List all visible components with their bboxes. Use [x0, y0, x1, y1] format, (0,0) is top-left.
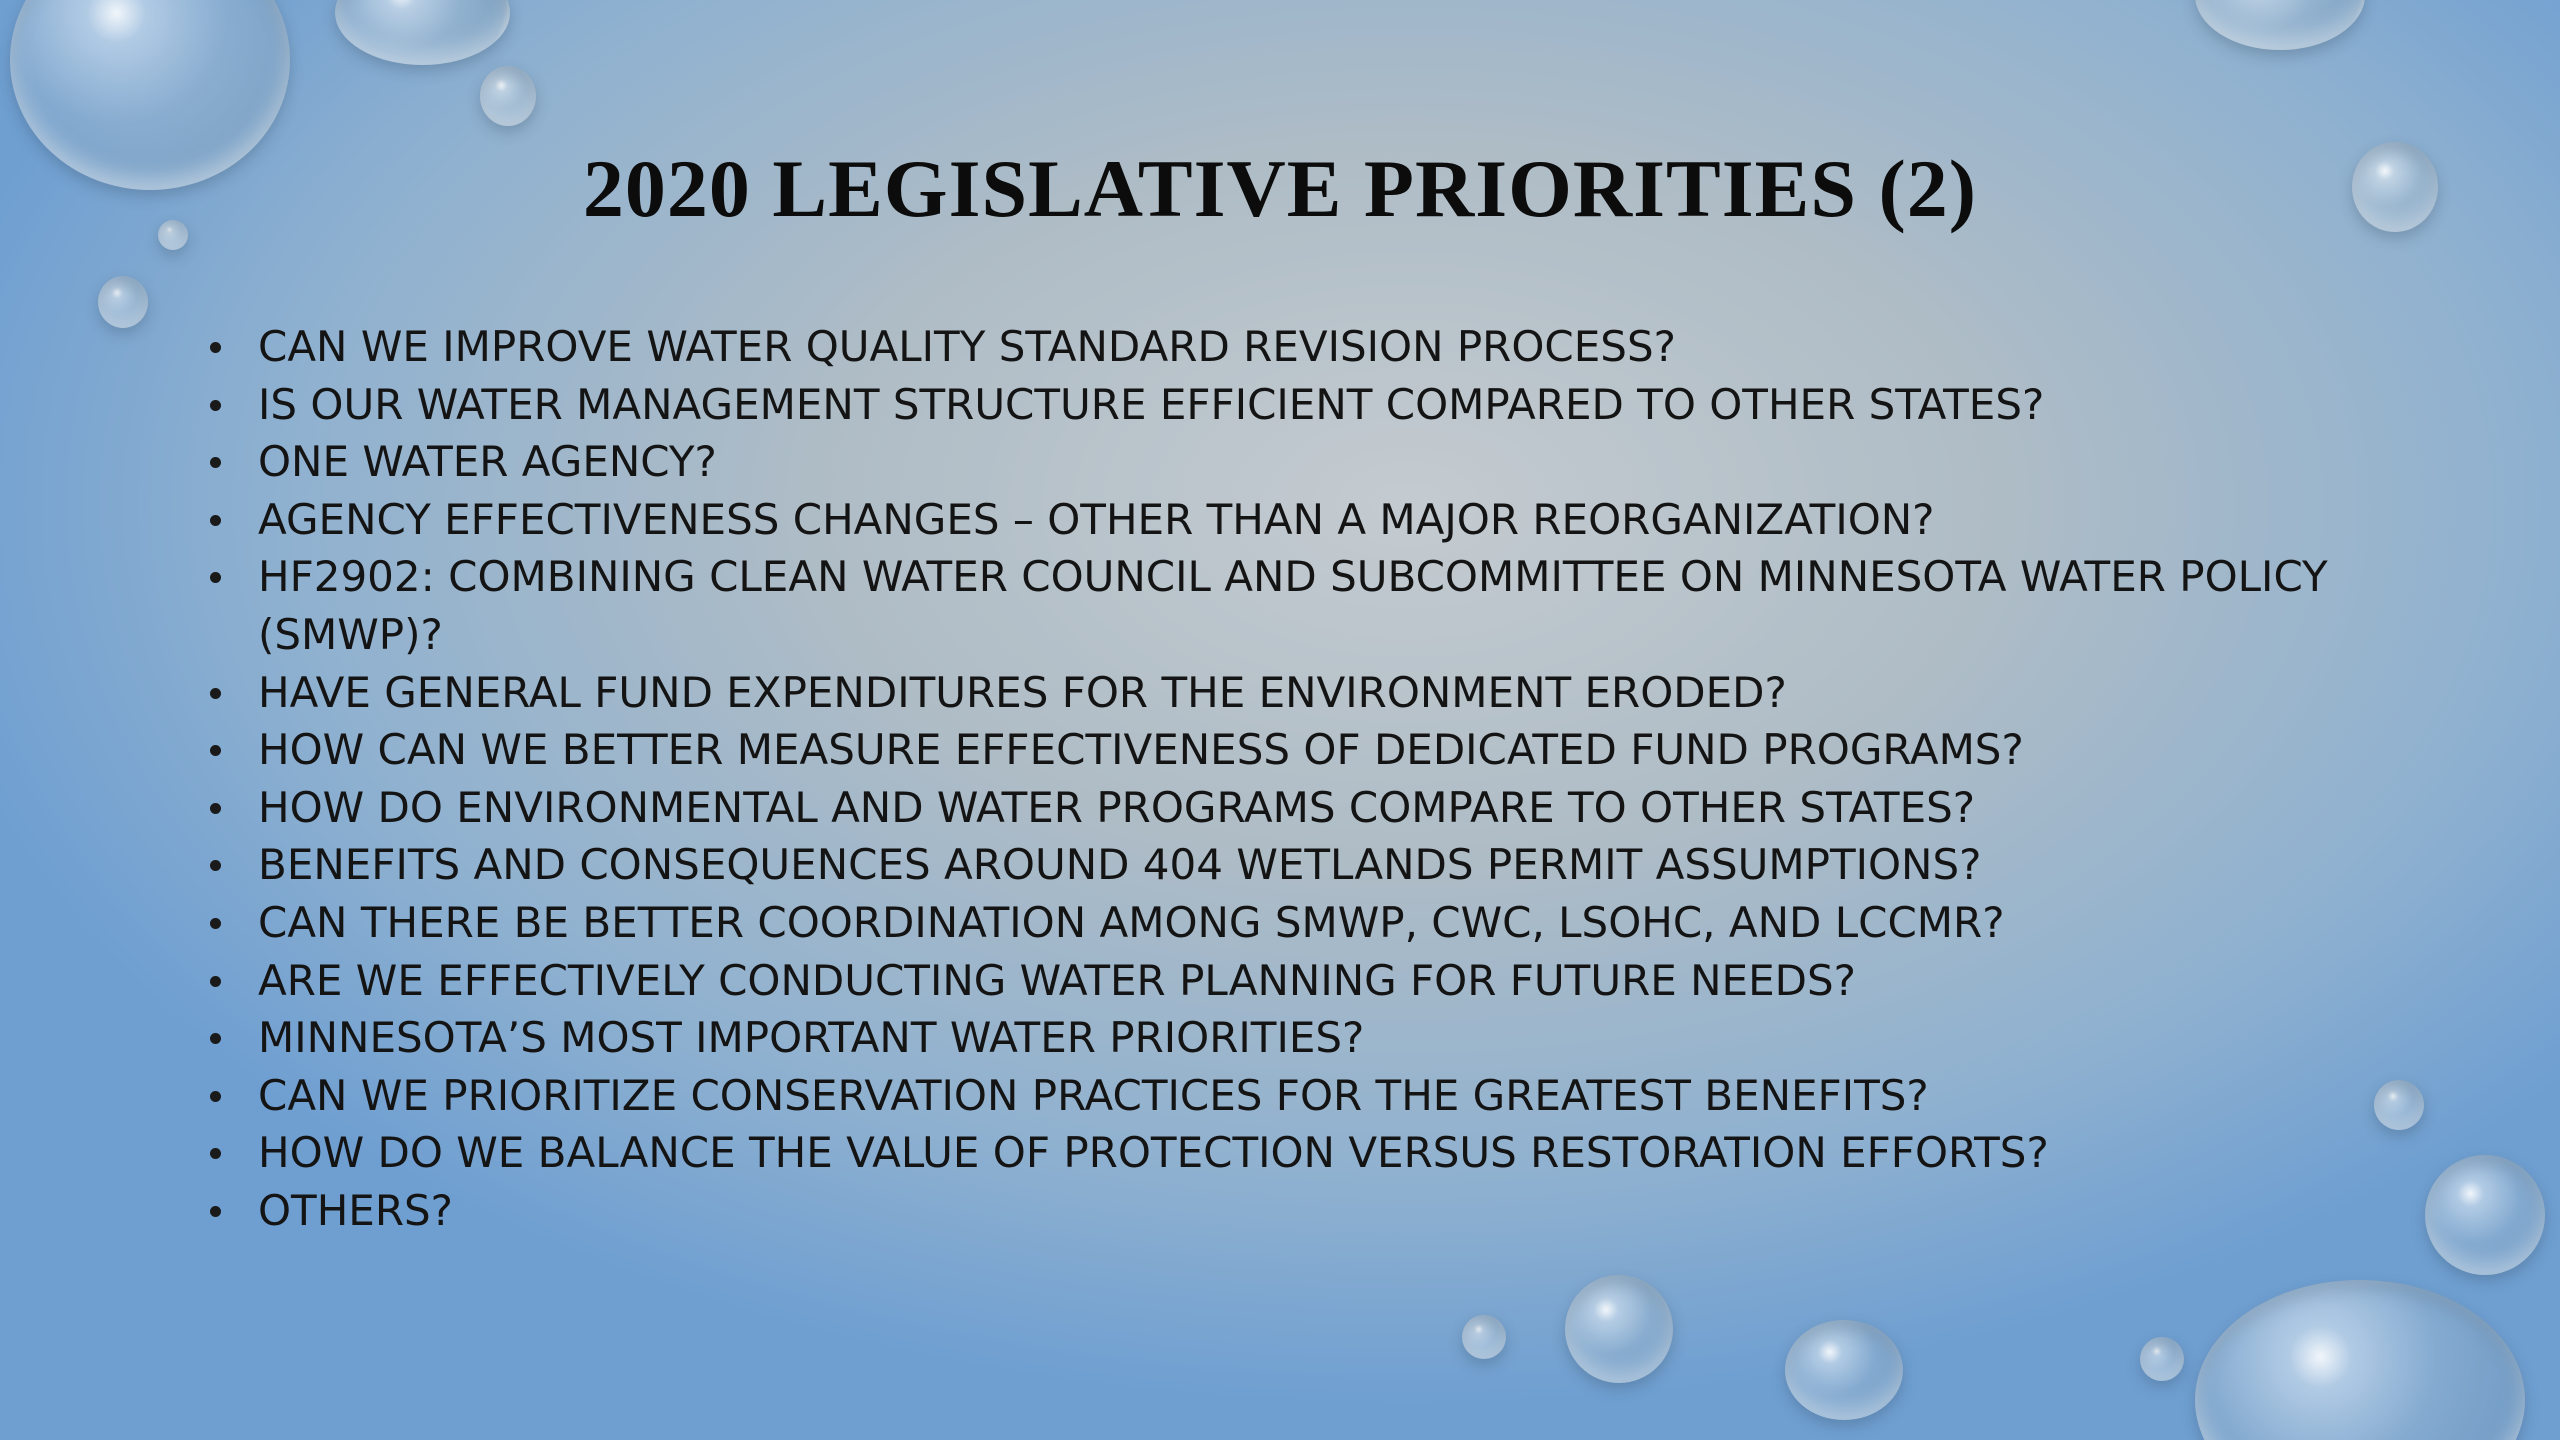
slide-title: 2020 LEGISLATIVE PRIORITIES (2) [582, 143, 1978, 234]
bullet-icon [210, 1148, 221, 1159]
list-item-text: HOW DO WE BALANCE THE VALUE OF PROTECTION VERSUS RESTORATION EFFORTS? [258, 1128, 2049, 1178]
bullet-list [210, 318, 2390, 1240]
list-item-text: ARE WE EFFECTIVELY CONDUCTING WATER PLANNING FOR FUTURE NEEDS? [258, 955, 1856, 1005]
list-item-text: ONE WATER AGENCY? [258, 437, 717, 487]
bullet-icon [210, 1033, 221, 1044]
bullet-icon [210, 976, 221, 987]
water-droplet-decoration [480, 66, 536, 126]
list-item-text: HOW CAN WE BETTER MEASURE EFFECTIVENESS OF DEDICATED FUND PROGRAMS? [258, 725, 2024, 775]
water-droplet-decoration [2425, 1155, 2545, 1275]
bullet-icon [210, 918, 221, 929]
list-item-text: CAN WE PRIORITIZE CONSERVATION PRACTICES FOR THE GREATEST BENEFITS? [258, 1070, 1929, 1120]
list-item [210, 491, 2390, 549]
bullet-icon [210, 745, 221, 756]
water-droplet-decoration [1565, 1275, 1673, 1383]
list-item [210, 433, 2390, 491]
list-item-text: HF2902: COMBINING CLEAN WATER COUNCIL AND SUBCOMMITTEE ON MINNESOTA WATER POLICY (SMWP)? [258, 552, 2328, 659]
list-item [210, 1009, 2390, 1067]
list-item [210, 376, 2390, 434]
bullet-icon [210, 515, 221, 526]
water-droplet-decoration [2195, 0, 2365, 50]
list-item [210, 1067, 2390, 1125]
bullet-icon [210, 860, 221, 871]
list-item-text: IS OUR WATER MANAGEMENT STRUCTURE EFFICIENT COMPARED TO OTHER STATES? [258, 379, 2045, 429]
water-droplet-decoration [2195, 1280, 2525, 1440]
list-item [210, 952, 2390, 1010]
list-item [210, 664, 2390, 722]
list-item [210, 721, 2390, 779]
list-item [210, 548, 2390, 663]
bullet-icon [210, 1091, 221, 1102]
list-item-text: MINNESOTA’S MOST IMPORTANT WATER PRIORITIES? [258, 1013, 1365, 1063]
bullet-icon [210, 457, 221, 468]
list-item-text: HOW DO ENVIRONMENTAL AND WATER PROGRAMS COMPARE TO OTHER STATES? [258, 782, 1976, 832]
list-item-text: CAN THERE BE BETTER COORDINATION AMONG SMWP, CWC, LSOHC, AND LCCMR? [258, 897, 2005, 947]
bullet-icon [210, 688, 221, 699]
bullet-icon [210, 342, 221, 353]
water-droplet-decoration [98, 276, 148, 328]
water-droplet-decoration [1785, 1320, 1903, 1420]
list-item [210, 894, 2390, 952]
list-item [210, 1124, 2390, 1182]
water-droplet-decoration [1462, 1315, 1506, 1359]
list-item [210, 779, 2390, 837]
list-item [210, 1182, 2390, 1240]
list-item-text: AGENCY EFFECTIVENESS CHANGES – OTHER THAN A MAJOR REORGANIZATION? [258, 494, 1935, 544]
list-item [210, 836, 2390, 894]
bullet-icon [210, 572, 221, 583]
list-item-text: CAN WE IMPROVE WATER QUALITY STANDARD REVISION PROCESS? [258, 322, 1676, 371]
list-item-text: BENEFITS AND CONSEQUENCES AROUND 404 WETLANDS PERMIT ASSUMPTIONS? [258, 840, 1982, 890]
list-item [210, 318, 2390, 376]
bullet-icon [210, 400, 221, 411]
bullet-icon [210, 803, 221, 814]
list-item-text: OTHERS? [258, 1185, 453, 1235]
water-droplet-decoration [335, 0, 510, 65]
water-droplet-decoration [2140, 1337, 2184, 1381]
list-item-text: HAVE GENERAL FUND EXPENDITURES FOR THE ENVIRONMENT ERODED? [258, 667, 1787, 717]
bullet-icon [210, 1206, 221, 1217]
